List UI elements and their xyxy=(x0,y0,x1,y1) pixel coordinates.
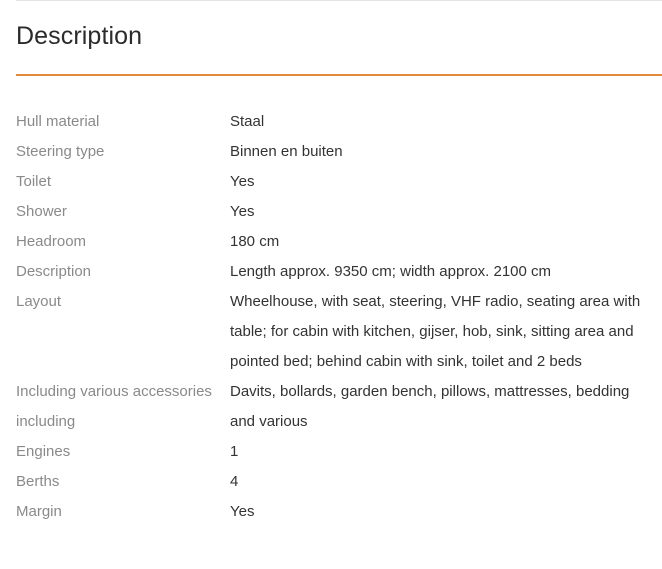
spec-table xyxy=(16,107,646,527)
spec-row-engines xyxy=(16,437,646,467)
spec-value: Yes xyxy=(230,203,255,220)
section-title: Description xyxy=(16,22,143,50)
spec-label: Description xyxy=(16,263,92,280)
spec-label: Toilet xyxy=(16,173,52,190)
spec-label: Including various accessories including xyxy=(16,383,212,430)
spec-value: 1 xyxy=(230,443,239,460)
spec-label: Hull material xyxy=(16,113,100,130)
spec-row-accessories xyxy=(16,377,646,437)
spec-row-headroom xyxy=(16,227,646,257)
spec-row-hull-material xyxy=(16,107,646,137)
spec-row-toilet xyxy=(16,167,646,197)
spec-value: 4 xyxy=(230,473,239,490)
spec-row-layout xyxy=(16,287,646,377)
spec-label: Headroom xyxy=(16,233,87,250)
spec-value: Yes xyxy=(230,173,255,190)
spec-label: Margin xyxy=(16,503,62,520)
spec-label: Engines xyxy=(16,443,71,460)
top-divider xyxy=(16,0,662,1)
spec-label: Berths xyxy=(16,473,60,490)
spec-value: Binnen en buiten xyxy=(230,143,343,160)
spec-value: Davits, bollards, garden bench, pillows, mattresses, bedding and various xyxy=(230,383,630,430)
section-accent-divider xyxy=(16,74,662,76)
spec-value: 180 cm xyxy=(230,233,280,250)
spec-row-description xyxy=(16,257,646,287)
spec-label: Layout xyxy=(16,293,62,310)
spec-value: Staal xyxy=(230,113,265,130)
spec-row-margin xyxy=(16,497,646,527)
spec-value: Wheelhouse, with seat, steering, VHF radio, seating area with table; for cabin with kitchen, gijser, hob, sink, sitting area and pointed bed; behind cabin with sink, toilet and 2 beds xyxy=(230,293,641,370)
spec-label: Steering type xyxy=(16,143,105,160)
spec-value: Yes xyxy=(230,503,255,520)
spec-value: Length approx. 9350 cm; width approx. 2100 cm xyxy=(230,263,552,280)
spec-row-steering-type xyxy=(16,137,646,167)
spec-row-berths xyxy=(16,467,646,497)
spec-row-shower xyxy=(16,197,646,227)
spec-label: Shower xyxy=(16,203,67,220)
